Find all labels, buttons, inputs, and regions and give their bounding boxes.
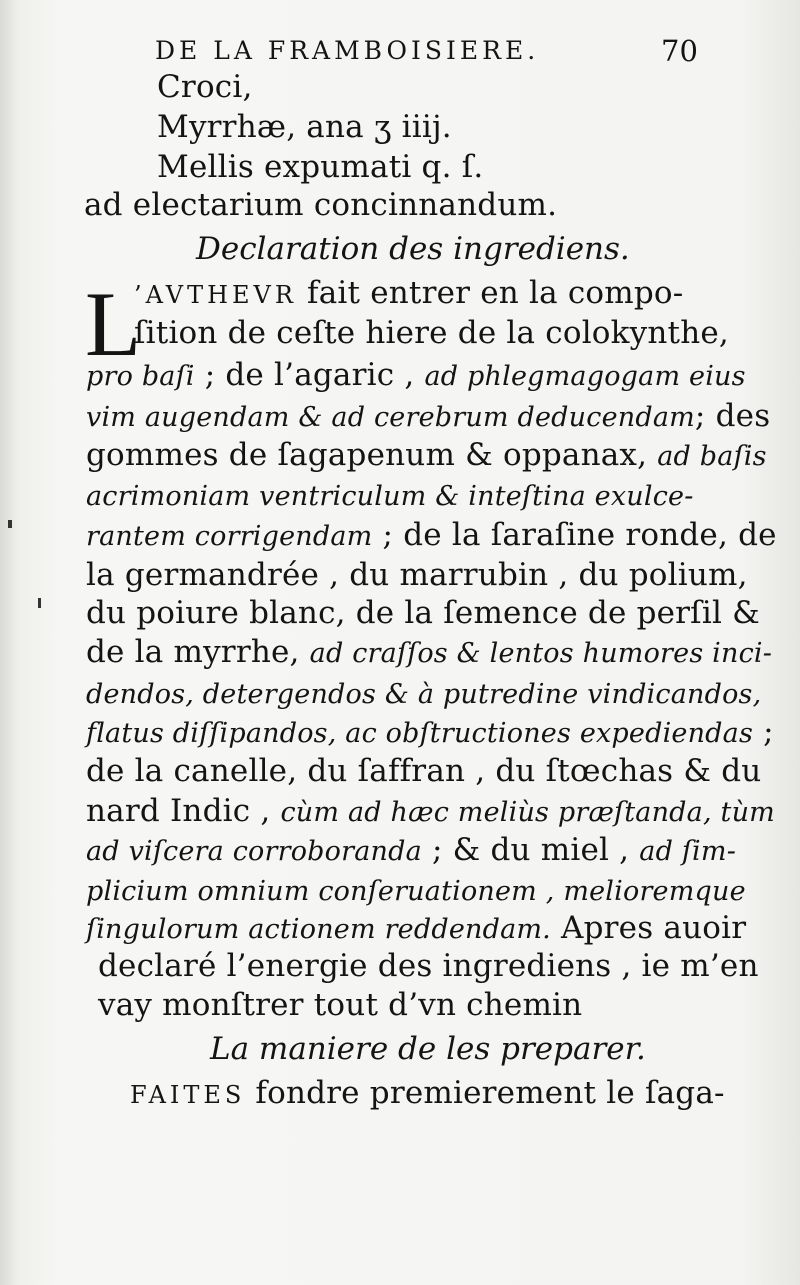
body-line: [86, 753, 762, 789]
body-line: [86, 910, 747, 946]
body-line: [98, 987, 583, 1023]
body-text: du poiure blanc, de la ſemence de perſil &: [86, 595, 760, 631]
page-number: 70: [661, 34, 698, 68]
body-line: [86, 357, 746, 393]
body-line: [86, 875, 746, 906]
body-text: de la myrrhe,: [86, 634, 310, 670]
body-text: ſition de ceſte hiere de la colokynthe,: [134, 315, 729, 351]
body-line: [134, 275, 684, 311]
latin-text: ad craſſos & lentos humores inci-: [309, 638, 773, 669]
drop-cap-letter: L: [85, 273, 142, 375]
latin-text: acrimoniam ventriculum & inteſtina exulce-: [86, 481, 694, 512]
recipe-line: ad electarium concinnandum.: [84, 187, 558, 223]
body-text: fait entrer en la compo-: [296, 275, 684, 311]
recipe-line: Mellis expumati q. ſ.: [157, 149, 484, 185]
small-caps-word: ’AVTHEVR: [134, 281, 297, 309]
section-heading: Declaration des ingrediens.: [196, 231, 630, 267]
running-title: DE LA FRAMBOISIERE.: [155, 36, 540, 65]
body-text: Apres auoir: [550, 910, 747, 946]
body-line: [86, 398, 771, 434]
body-text: gommes de ſagapenum & oppanax,: [86, 437, 658, 473]
recipe-line: Myrrhæ, ana ʒ iiij.: [157, 109, 452, 145]
body-line: [86, 595, 760, 631]
body-line: [86, 480, 694, 511]
latin-text: dendos, detergendos & à putredine vindicandos,: [86, 679, 762, 710]
latin-text: ſingulorum actionem reddendam.: [86, 914, 551, 945]
recipe-line: Croci,: [157, 69, 253, 105]
body-line: [86, 634, 773, 670]
body-text: vay monſtrer tout d’vn chemin: [98, 987, 583, 1023]
body-line: [86, 714, 774, 750]
latin-text: ad ſim-: [639, 836, 737, 867]
latin-text: vim augendam & ad cerebrum deducendam: [86, 402, 695, 433]
margin-mark: [38, 598, 41, 608]
body-line: [134, 315, 729, 351]
latin-text: flatus diſſipandos, ac obſtructiones expediendas: [86, 718, 754, 749]
body-line: [86, 793, 775, 829]
body-line: [98, 948, 759, 984]
latin-text: ad viſcera corroboranda: [86, 836, 422, 867]
latin-text: cùm ad hæc meliùs præſtanda, tùm: [280, 797, 775, 828]
latin-text: pro baſi: [86, 361, 195, 392]
small-caps-word: FAITES: [130, 1081, 246, 1109]
latin-text: rantem corrigendam: [86, 521, 373, 552]
body-text: declaré l’energie des ingrediens , ie m’en: [98, 948, 759, 984]
body-text: ; & du miel ,: [421, 832, 640, 868]
body-line: [86, 517, 777, 553]
body-line: [86, 678, 761, 709]
latin-text: plicium omnium conſeruationem , melioremque: [86, 876, 746, 907]
latin-text: ad baſis: [657, 441, 767, 472]
body-text: nard Indic ,: [86, 793, 281, 829]
section-heading: La maniere de les preparer.: [210, 1031, 646, 1067]
body-text: ;: [753, 714, 774, 750]
body-text: la germandrée , du marrubin , du polium,: [86, 557, 748, 593]
latin-text: ad phlegmagogam eius: [424, 361, 746, 392]
body-line: [86, 557, 748, 593]
body-text: ; de la ſaraſine ronde, de: [372, 517, 777, 553]
body-line: [86, 437, 767, 473]
body-text: ; de l’agaric ,: [194, 357, 425, 393]
body-text: fondre premierement le ſaga-: [245, 1075, 725, 1111]
body-text: ; des: [694, 398, 771, 434]
body-text: de la canelle, du ſaffran , du ſtœchas & du: [86, 753, 762, 789]
body-line: [130, 1075, 725, 1111]
body-line: [86, 832, 737, 868]
margin-mark: [8, 520, 12, 528]
